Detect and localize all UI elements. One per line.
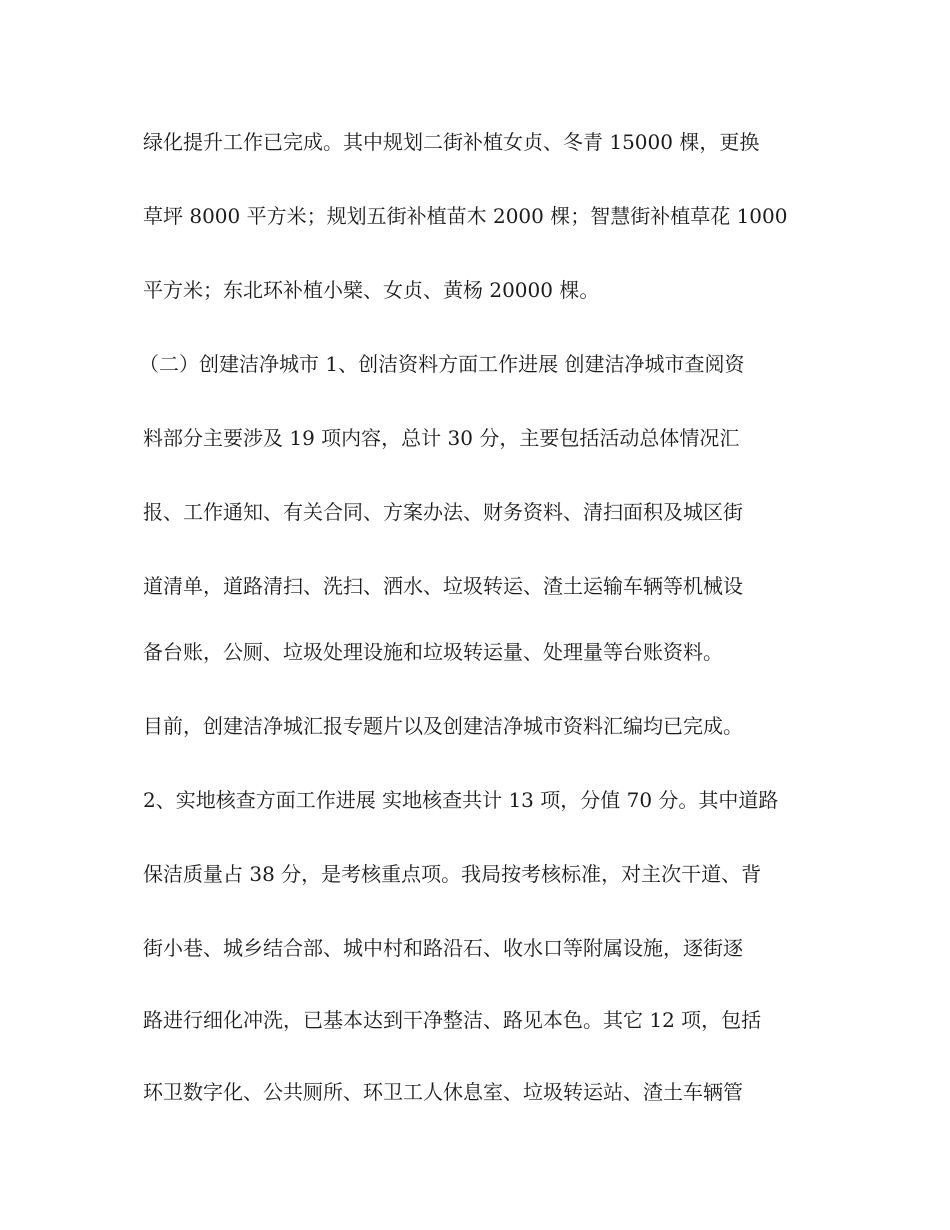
text-line: 备台账，公厕、垃圾处理设施和垃圾转运量、处理量等台账资料。 xyxy=(143,640,723,664)
text-line: 道清单，道路清扫、洗扫、洒水、垃圾转运、渣土运输车辆等机械设 xyxy=(143,574,743,598)
text-line: 报、工作通知、有关合同、方案办法、财务资料、清扫面积及城区街 xyxy=(143,500,743,524)
text-line: （二）创建洁净城市 1、创洁资料方面工作进展 创建洁净城市查阅资 xyxy=(139,352,745,376)
text-line: 街小巷、城乡结合部、城中村和路沿石、收水口等附属设施，逐街逐 xyxy=(143,936,743,960)
text-line: 环卫数字化、公共厕所、环卫工人休息室、垃圾转运站、渣土车辆管 xyxy=(143,1080,743,1104)
text-line: 料部分主要涉及 19 项内容，总计 30 分，主要包括活动总体情况汇 xyxy=(143,426,740,450)
text-line: 目前，创建洁净城汇报专题片以及创建洁净城市资料汇编均已完成。 xyxy=(143,714,743,738)
text-line: 保洁质量占 38 分，是考核重点项。我局按考核标准，对主次干道、背 xyxy=(143,862,762,886)
text-line: 2、实地核查方面工作进展 实地核查共计 13 项，分值 70 分。其中道路 xyxy=(143,788,779,812)
text-line: 草坪 8000 平方米；规划五街补植苗木 2000 棵；智慧街补植草花 1000 xyxy=(143,204,788,228)
text-line: 路进行细化冲洗，已基本达到干净整洁、路见本色。其它 12 项，包括 xyxy=(143,1008,762,1032)
text-line: 平方米；东北环补植小檗、女贞、黄杨 20000 棵。 xyxy=(143,278,600,302)
text-line: 绿化提升工作已完成。其中规划二街补植女贞、冬青 15000 棵，更换 xyxy=(143,130,760,154)
